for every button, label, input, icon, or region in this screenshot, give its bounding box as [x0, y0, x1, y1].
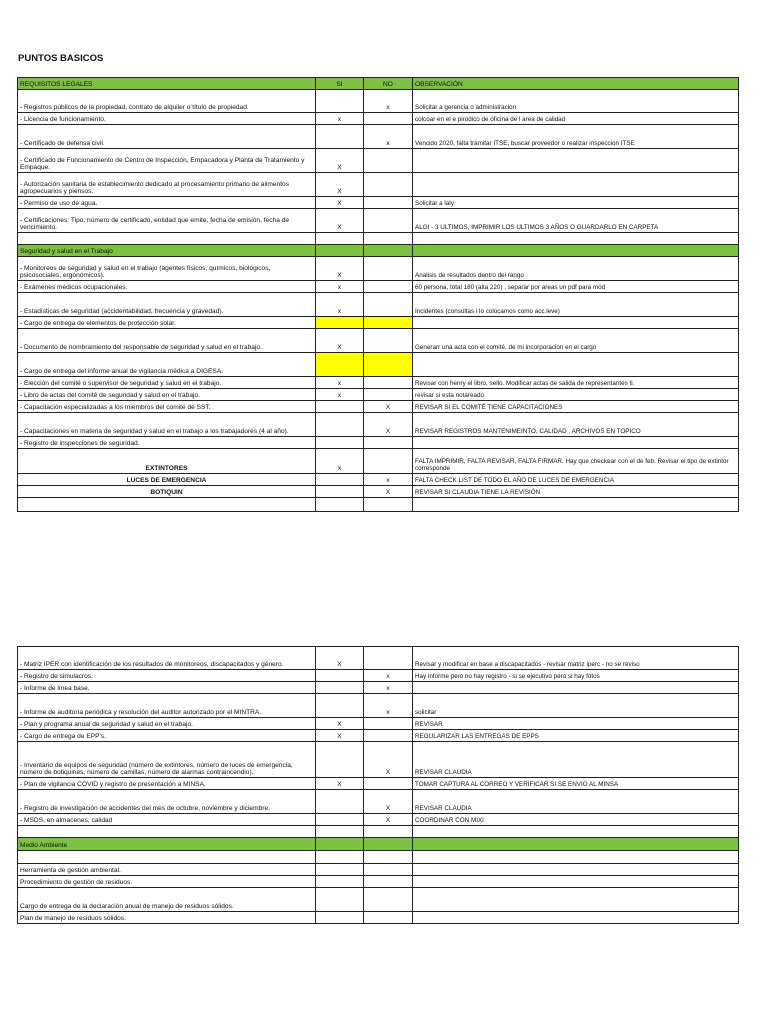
- observation: Vencido 2020, falta tramitar ITSE, buscar proveedor o realizar inspeccion ITSE: [413, 125, 739, 149]
- si-mark: [316, 413, 364, 437]
- observation: Solicitar a gerencia o administracion: [413, 90, 739, 113]
- table-row: [18, 437, 739, 449]
- observation: 60 persona, total 180 (alta 220) , separar por areas un pdf para mod: [413, 281, 739, 293]
- requirement-label: - MSDS, en almacenes, calidad: [18, 814, 316, 826]
- observation: [413, 353, 739, 377]
- requirement-label: - Cargo de entrega de EPP's.: [18, 730, 316, 742]
- si-mark: [316, 125, 364, 149]
- si-mark: [316, 353, 364, 377]
- requirement-label: - Plan y programa anual de seguridad y salud en el trabajo.: [18, 718, 316, 730]
- si-mark: x: [316, 293, 364, 317]
- table-row: [18, 173, 739, 197]
- table-row: [18, 317, 739, 329]
- no-mark: [364, 293, 413, 317]
- si-mark: X: [316, 197, 364, 209]
- requirement-label: - Monitoreos de seguridad y salud en el trabajo (agentes físicos, químicos, biológicos, psicosociales, ergonómicos).: [18, 257, 316, 281]
- no-mark: [364, 718, 413, 730]
- table-row: [18, 888, 739, 912]
- requirement-label: [18, 498, 316, 512]
- observation: [413, 682, 739, 694]
- table-row: [18, 413, 739, 437]
- no-mark: [364, 233, 413, 245]
- header-requisitos: REQUISITOS LEGALES: [18, 78, 316, 90]
- observation: [413, 888, 739, 912]
- requirement-label: - Estadísticas de seguridad (accidentabilidad, frecuencia y gravedad).: [18, 293, 316, 317]
- si-mark: [316, 814, 364, 826]
- requirement-label: - Documento de nombramiento del responsable de seguridad y salud en el trabajo.: [18, 329, 316, 353]
- table-row: [18, 912, 739, 924]
- requirement-label: - Certificado de Funcionamiento de Centro de Inspección, Empacadora y Planta de Tratamiento y Empaque.: [18, 149, 316, 173]
- table-row: [18, 498, 739, 512]
- table-row: [18, 742, 739, 778]
- observation: REVISAR CLAUDIA: [413, 742, 739, 778]
- table-row: [18, 149, 739, 173]
- requirement-label: - Permiso de uso de agua.: [18, 197, 316, 209]
- si-mark: [316, 233, 364, 245]
- observation: Analisis de resultados dentro del rango: [413, 257, 739, 281]
- requirement-label: [18, 233, 316, 245]
- table-row: [18, 389, 739, 401]
- observation: Hay informe pero no hay registro - si se ejecutivo pero si hay fotos: [413, 670, 739, 682]
- si-mark: [316, 888, 364, 912]
- empty-cell: [316, 838, 364, 851]
- si-mark: [316, 682, 364, 694]
- legal-requirements-table: [17, 77, 739, 512]
- observation: [413, 912, 739, 924]
- no-mark: x: [364, 682, 413, 694]
- no-mark: x: [364, 694, 413, 718]
- si-mark: [316, 498, 364, 512]
- table-row: [18, 876, 739, 888]
- observation: TOMAR CAPTURA AL CORREO Y VERIFICAR SI SE ENVIO AL MINSA: [413, 778, 739, 790]
- table-row: [18, 401, 739, 413]
- table-row: [18, 778, 739, 790]
- inspection-item: EXTINTORES: [18, 449, 316, 474]
- table-row: [18, 864, 739, 876]
- observation: [413, 233, 739, 245]
- observation: Incidentes (consultas i lo colocamos como acc.leve): [413, 293, 739, 317]
- no-mark: [364, 449, 413, 474]
- si-mark: [316, 742, 364, 778]
- observation: Generarr una acta con el comité, de mi incorporacion en el cargo: [413, 329, 739, 353]
- si-mark: [316, 486, 364, 498]
- observation: REVISAR: [413, 718, 739, 730]
- si-mark: x: [316, 113, 364, 125]
- requirement-label: - Informe de auditoría periódica y resolución del auditor autorizado por el MINTRA.: [18, 694, 316, 718]
- si-mark: [316, 790, 364, 814]
- requirement-label: - Cargo de entrega del informe anual de vigilancia médica a DIGESA.: [18, 353, 316, 377]
- si-mark: X: [316, 778, 364, 790]
- si-mark: [316, 437, 364, 449]
- requirement-label: - Elección del comité o supervisor de seguridad y salud en el trabajo.: [18, 377, 316, 389]
- section-row: [18, 838, 739, 851]
- observation: [413, 826, 739, 838]
- no-mark: [364, 173, 413, 197]
- requirement-label: - Capacitaciones en materia de seguridad y salud en el trabajo a los trabajadores (4 al año).: [18, 413, 316, 437]
- observation: colcoar en el e pirodico de oficina de l area de calidad: [413, 113, 739, 125]
- no-mark: [364, 498, 413, 512]
- section-title: Seguridad y salud en el Trabajo: [18, 245, 316, 257]
- table-row: [18, 329, 739, 353]
- observation: Revisar y modificar en base a discapacitados - revisar matriz iperc - no se reviso: [413, 647, 739, 670]
- requirement-label: Herramienta de gestión ambiental.: [18, 864, 316, 876]
- si-mark: [316, 474, 364, 486]
- si-mark: [316, 876, 364, 888]
- no-mark: [364, 113, 413, 125]
- requirement-label: - Registros públicos de la propiedad, contrato de alquiler o título de propiedad.: [18, 90, 316, 113]
- no-mark: X: [364, 814, 413, 826]
- requirement-label: - Registro de simulacros.: [18, 670, 316, 682]
- no-mark: X: [364, 401, 413, 413]
- si-mark: [316, 864, 364, 876]
- requirement-label: - Registro de investigación de accidentes del mes de octubre, noviembre y diciembre.: [18, 790, 316, 814]
- no-mark: [364, 888, 413, 912]
- no-mark: [364, 876, 413, 888]
- no-mark: [364, 912, 413, 924]
- table-row: [18, 125, 739, 149]
- si-mark: [316, 90, 364, 113]
- section-row: [18, 245, 739, 257]
- requirement-label: Procedimiento de gestión de residuos.: [18, 876, 316, 888]
- table-row: [18, 197, 739, 209]
- table-row: [18, 670, 739, 682]
- requirement-label: - Matriz IPER con identificación de los resultados de monitoreos, discapacitados y género.: [18, 647, 316, 670]
- requirement-label: - Certificaciones: Tipo, número de certificado, entidad que emite, fecha de emisión, fecha de vencimiento.: [18, 209, 316, 233]
- si-mark: [316, 694, 364, 718]
- table-row: [18, 647, 739, 670]
- table-row: [18, 851, 739, 864]
- no-mark: [364, 647, 413, 670]
- si-mark: [316, 670, 364, 682]
- no-mark: X: [364, 413, 413, 437]
- si-mark: [316, 826, 364, 838]
- table-header-row: [18, 78, 739, 90]
- requirement-label: - Exámenes médicos ocupacionales.: [18, 281, 316, 293]
- observation: REVISAR CLAUDIA: [413, 790, 739, 814]
- no-mark: [364, 329, 413, 353]
- table-row: [18, 233, 739, 245]
- table-row: [18, 281, 739, 293]
- si-mark: X: [316, 257, 364, 281]
- no-mark: x: [364, 90, 413, 113]
- table-row: [18, 790, 739, 814]
- table-row: [18, 694, 739, 718]
- requirement-label: [18, 826, 316, 838]
- observation: revisar si esta notareado: [413, 389, 739, 401]
- si-mark: X: [316, 149, 364, 173]
- table-row: [18, 474, 739, 486]
- no-mark: X: [364, 742, 413, 778]
- table-row: [18, 209, 739, 233]
- si-mark: x: [316, 389, 364, 401]
- no-mark: [364, 389, 413, 401]
- observation: COORDINAR CON MIXI: [413, 814, 739, 826]
- no-mark: [364, 257, 413, 281]
- no-mark: [364, 437, 413, 449]
- no-mark: [364, 149, 413, 173]
- observation: FALTA CHECK LIST DE TODO EL AÑO DE LUCES DE EMERGENCIA: [413, 474, 739, 486]
- requirement-label: - Autorización sanitaria de establecimiento dedicado al procesamiento primario de alimentos agropecuarios y piensos.: [18, 173, 316, 197]
- observation: REVISAR SI EL COMITÉ TIENE CAPACITACIONES: [413, 401, 739, 413]
- safety-environment-table: [17, 646, 739, 924]
- header-si: SI: [316, 78, 364, 90]
- si-mark: [316, 912, 364, 924]
- requirement-label: Plan de manejo de residuos sólidos.: [18, 912, 316, 924]
- requirement-label: - Capacitación especializadas a los miembros del comité de SST.: [18, 401, 316, 413]
- no-mark: [364, 851, 413, 864]
- no-mark: [364, 281, 413, 293]
- si-mark: x: [316, 281, 364, 293]
- table-row: [18, 90, 739, 113]
- empty-cell: [364, 245, 413, 257]
- observation: [413, 149, 739, 173]
- si-mark: [316, 401, 364, 413]
- table-row: [18, 814, 739, 826]
- requirement-label: - Inventario de equipos de seguridad (número de extintores, número de luces de emergencia, número de botiquines, número de camillas, número de alarmas contraincendio).: [18, 742, 316, 778]
- si-mark: X: [316, 209, 364, 233]
- no-mark: [364, 864, 413, 876]
- observation: FALTA IMPRIMIR, FALTA REVISAR, FALTA FIRMAR. Hay que checkear con el de feb. Revisar el tipo de extintor corresponde: [413, 449, 739, 474]
- observation: Revisar con henry el libro, sello. Modificar actas de salida de representantes ti.: [413, 377, 739, 389]
- si-mark: X: [316, 718, 364, 730]
- observation: [413, 437, 739, 449]
- table-row: [18, 718, 739, 730]
- table-row: [18, 730, 739, 742]
- si-mark: x: [316, 449, 364, 474]
- requirement-label: Cargo de entrega de la declaración anual de manejo de residuos sólidos.: [18, 888, 316, 912]
- empty-cell: [413, 838, 739, 851]
- observation: [413, 317, 739, 329]
- si-mark: x: [316, 377, 364, 389]
- no-mark: [364, 209, 413, 233]
- requirement-label: - Certificado de defensa civil.: [18, 125, 316, 149]
- no-mark: [364, 730, 413, 742]
- inspection-item: LUCES DE EMERGENCIA: [18, 474, 316, 486]
- si-mark: [316, 317, 364, 329]
- observation: [413, 851, 739, 864]
- table-row: [18, 353, 739, 377]
- table-row: [18, 682, 739, 694]
- observation: REGULARIZAR LAS ENTREGAS DE EPPS: [413, 730, 739, 742]
- table-row: [18, 486, 739, 498]
- no-mark: x: [364, 474, 413, 486]
- table-row: [18, 826, 739, 838]
- empty-cell: [316, 245, 364, 257]
- header-observacion: OBSERVACIÓN: [413, 78, 739, 90]
- header-no: NO: [364, 78, 413, 90]
- observation: [413, 876, 739, 888]
- si-mark: X: [316, 730, 364, 742]
- page-title: PUNTOS BASICOS: [18, 53, 104, 64]
- si-mark: X: [316, 329, 364, 353]
- si-mark: X: [316, 647, 364, 670]
- requirement-label: - Informe de línea base.: [18, 682, 316, 694]
- table-row: [18, 257, 739, 281]
- no-mark: [364, 778, 413, 790]
- no-mark: X: [364, 486, 413, 498]
- requirement-label: [18, 851, 316, 864]
- si-mark: X: [316, 173, 364, 197]
- inspection-item: BOTIQUIN: [18, 486, 316, 498]
- empty-cell: [364, 838, 413, 851]
- observation: REVISAR REGISTROS MANTENIMEINTO, CALIDAD , ARCHIVOS EN TOPICO: [413, 413, 739, 437]
- table-row: [18, 377, 739, 389]
- no-mark: [364, 317, 413, 329]
- requirement-label: - Libro de actas del comité de seguridad y salud en el trabajo.: [18, 389, 316, 401]
- observation: Solicitar a laly: [413, 197, 739, 209]
- observation: solicitar: [413, 694, 739, 718]
- requirement-label: - Registro de inspecciones de seguridad.: [18, 437, 316, 449]
- no-mark: x: [364, 125, 413, 149]
- requirement-label: - Licencia de funcionamiento.: [18, 113, 316, 125]
- table-row: [18, 113, 739, 125]
- observation: [413, 864, 739, 876]
- table-row: [18, 449, 739, 474]
- table-row: [18, 293, 739, 317]
- no-mark: x: [364, 670, 413, 682]
- no-mark: [364, 197, 413, 209]
- observation: ALGI - 3 ULTIMOS, IMPRIMIR LOS ULTIMOS 3 AÑOS O GUARDARLO EN CARPETA: [413, 209, 739, 233]
- empty-cell: [413, 245, 739, 257]
- no-mark: [364, 377, 413, 389]
- si-mark: [316, 851, 364, 864]
- no-mark: [364, 353, 413, 377]
- observation: [413, 173, 739, 197]
- requirement-label: - Plan de vigilancia COVID y registro de presentación a MINSA.: [18, 778, 316, 790]
- observation: [413, 498, 739, 512]
- no-mark: [364, 826, 413, 838]
- no-mark: X: [364, 790, 413, 814]
- requirement-label: - Cargo de entrega de elementos de protección solar.: [18, 317, 316, 329]
- section-title: Medio Ambiente: [18, 838, 316, 851]
- observation: REVISAR SI CLAUDIA TIENE LA REVISIÓN: [413, 486, 739, 498]
